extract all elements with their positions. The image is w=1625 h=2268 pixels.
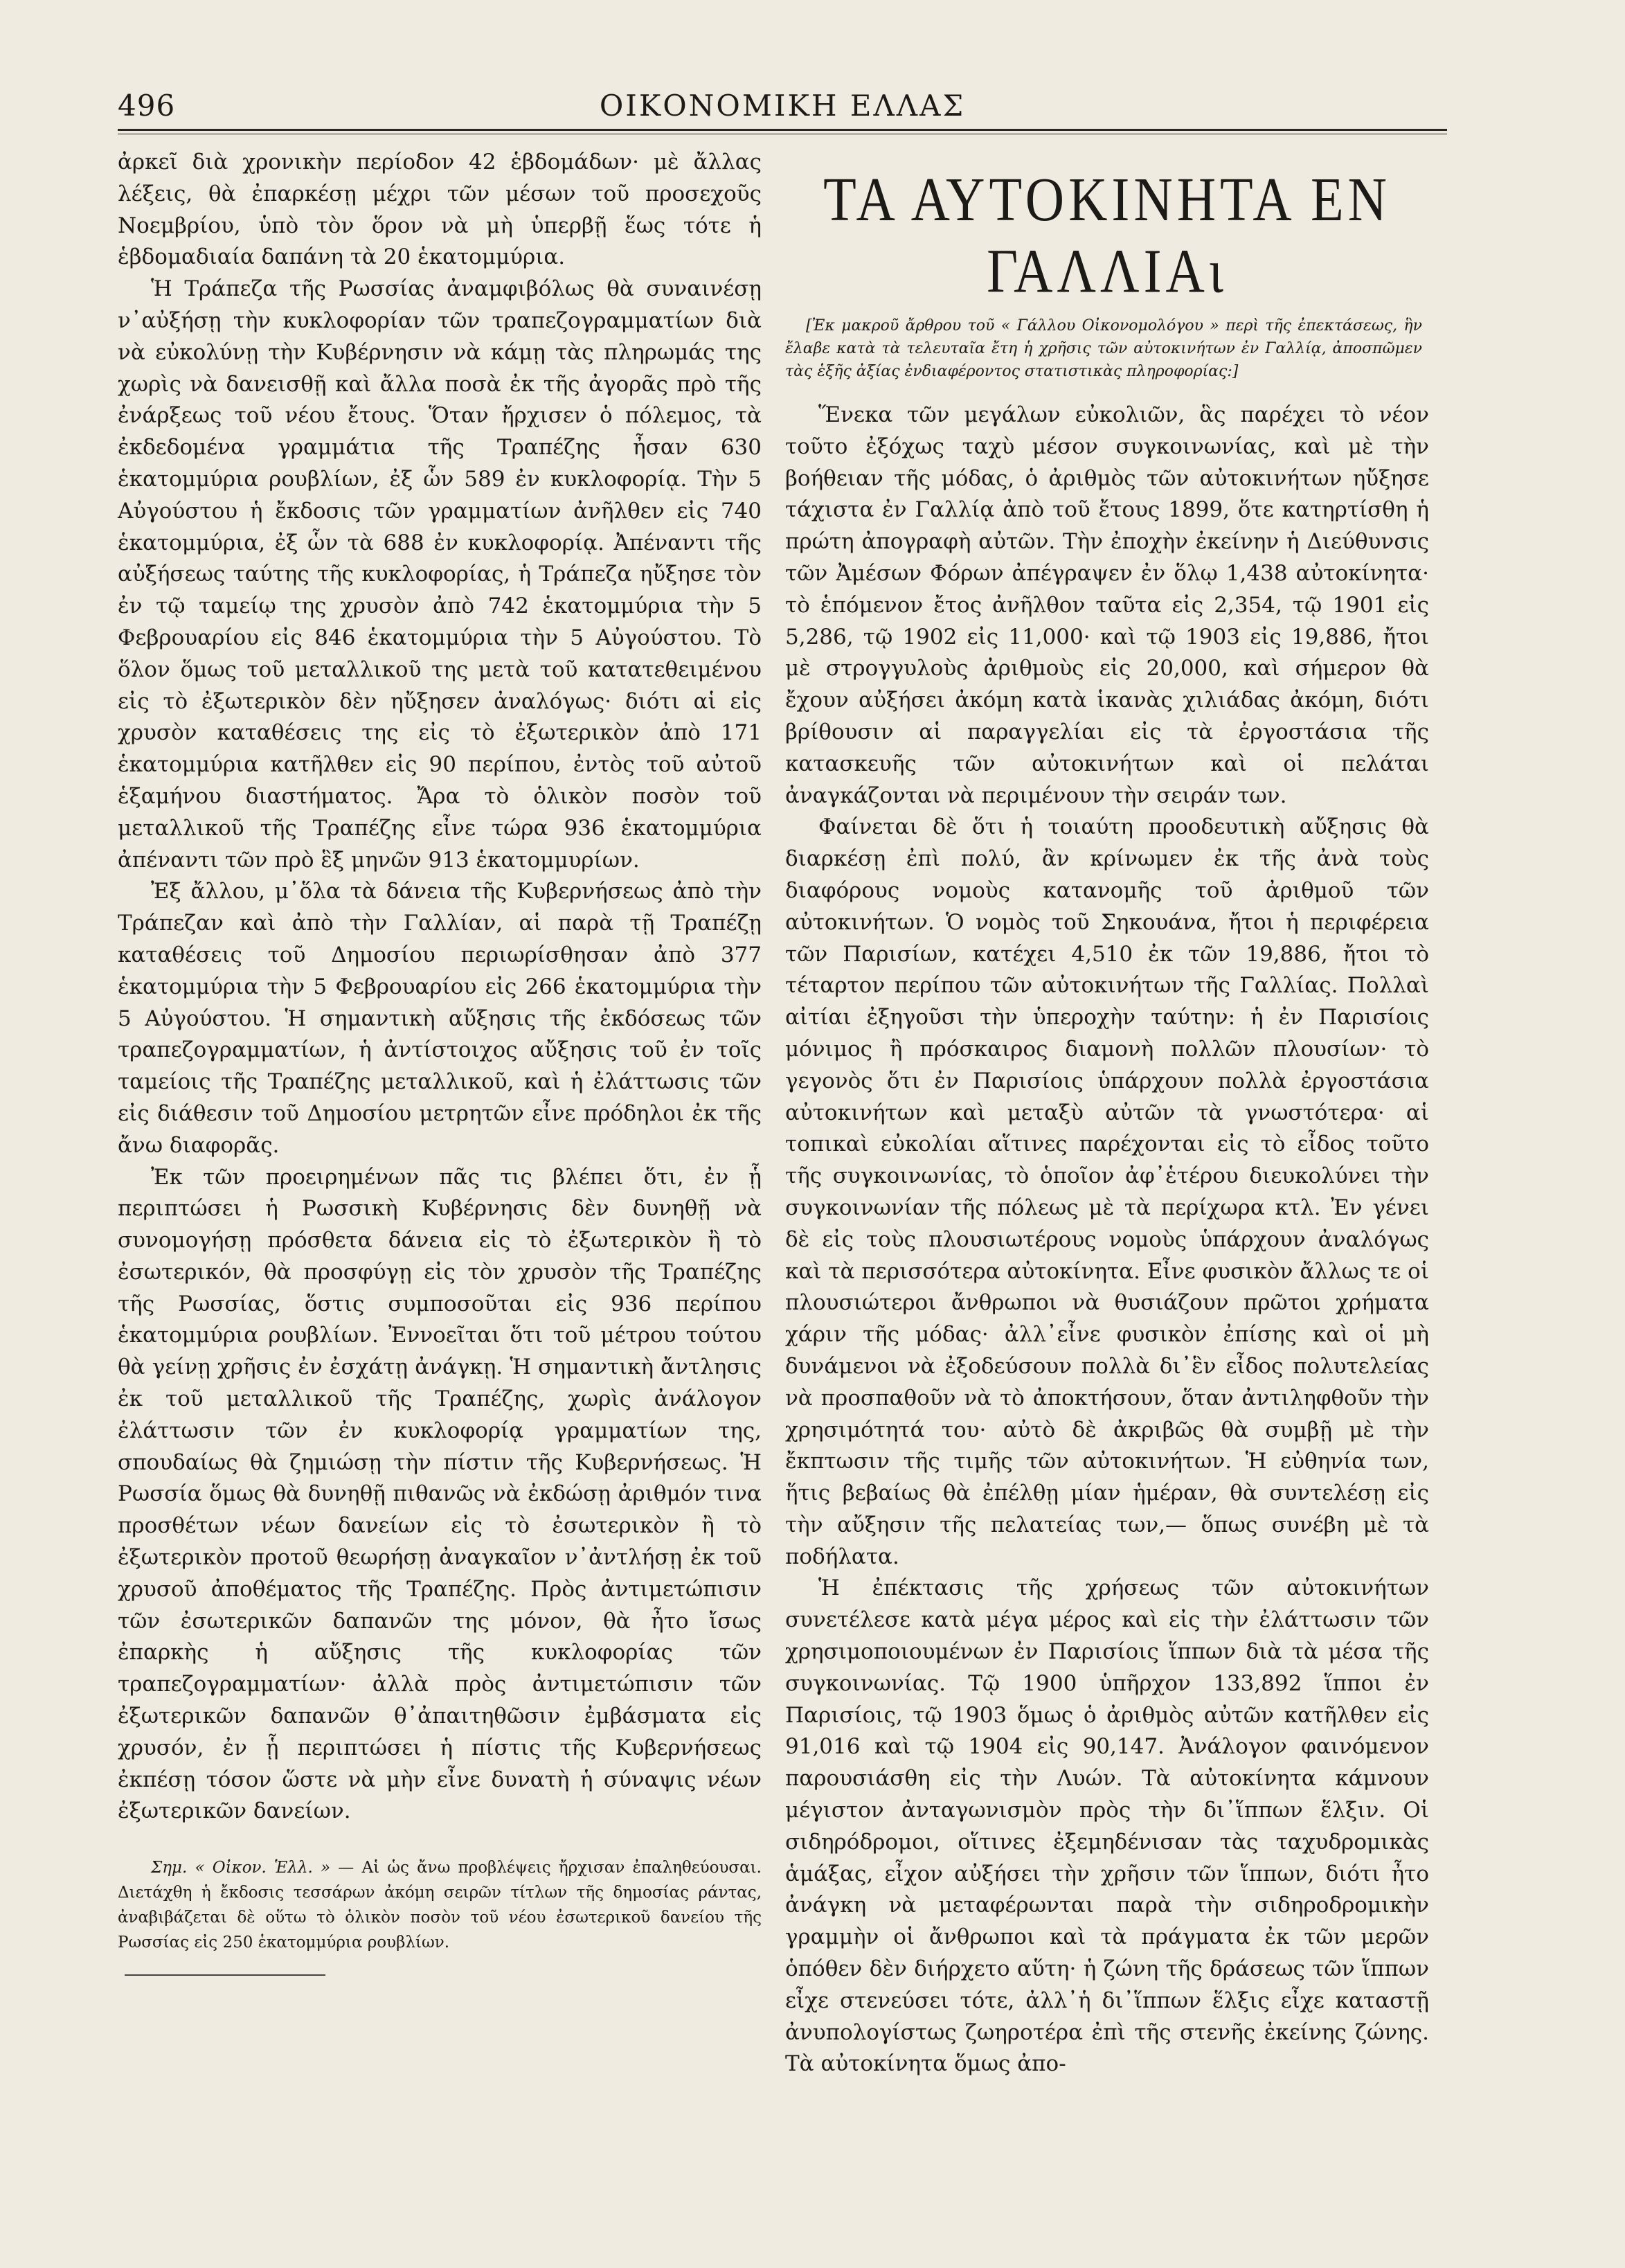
right-paragraph-2: Φαίνεται δὲ ὅτι ἡ τοιαύτη προοδευτικὴ αὔξησις θὰ διαρκέσῃ ἐπὶ πολύ, ἂν κρίνωμεν ἐκ τῆς ἀνὰ τοὺς διαφόρους νομοὺς κατανομῆς τοῦ ἀριθμοῦ τῶν αὐτοκινήτων. Ὁ νομὸς τοῦ Σηκουάνα, ἤτοι ἡ περιφέρεια τῶν Παρισίων, κατέχει 4,510 ἐκ τῶν 19,886, ἤτοι τὸ τέταρτον περίπου τῶν αὐτοκινήτων τῆς Γαλλίας. Πολλαὶ αἰτίαι ἐξηγοῦσι τὴν ὑπεροχὴν ταύτην: ἡ ἐν Παρισίοις μόνιμος ἢ πρόσκαιρος διαμονὴ πολλῶν πλουσίων· τὸ γεγονὸς ὅτι ἐν Παρισίοις ὑπάρχουν πολλὰ ἐργοστάσια αὐτοκινήτων καὶ μεταξὺ αὐτῶν τὰ γνωστότερα· αἱ τοπικαὶ εὐκολίαι αἵτινες παρέχονται εἰς τὸ εἶδος τοῦτο τῆς συγκοινωνίας, τὸ ὁποῖον ἀφ᾿ἑτέρου διευκολύνει τὴν συγκοινωνίαν τῆς πόλεως μὲ τὰ περίχωρα κτλ. Ἐν γένει δὲ εἰς τοὺς πλουσιωτέρους νομοὺς ὑπάρχουν ἀναλόγως καὶ τὰ περισσότερα αὐτοκίνητα. Εἶνε φυσικὸν ἄλλως τε οἱ πλουσιώτεροι ἄνθρωποι νὰ θυσιάζουν πρῶτοι χρήματα χάριν τῆς μόδας· ἀλλ᾿εἶνε φυσικὸν ἐπίσης καὶ οἱ μὴ δυνάμενοι νὰ ἐξοδεύσουν πολλὰ δι᾿ἓν εἶδος πολυτελείας νὰ προσπαθοῦν νὰ τὸ ἀποκτήσουν, ὅταν ἀντιληφθοῦν τὴν χρησιμότητά του· αὐτὸ δὲ ἀκριβῶς θὰ συμβῇ μὲ τὴν ἔκπτωσιν τῆς τιμῆς τῶν αὐτοκινήτων. Ἡ εὐθηνία των, ἥτις βεβαίως θὰ ἐπέλθῃ μίαν ἡμέραν, θὰ συντελέσῃ εἰς τὴν αὔξησιν τῆς πελατείας των,— ὅπως συνέβη μὲ τὰ ποδήλατα. xyxy=(785,814,1429,1569)
left-paragraph-1: ἀρκεῖ διὰ χρονικὴν περίοδον 42 ἑβδομάδων· μὲ ἄλλας λέξεις, θὰ ἐπαρκέσῃ μέχρι τῶν μέσων τοῦ προσεχοῦς Νοεμβρίου, ὑπὸ τὸν ὅρον νὰ μὴ ὑπερβῇ ἕως τότε ἡ ἑβδομαδιαία δαπάνη τὰ 20 ἑκατομμύρια. xyxy=(118,150,762,270)
footnote-divider xyxy=(125,1974,325,1976)
left-paragraph-3: Ἐξ ἄλλου, μ᾿ὅλα τὰ δάνεια τῆς Κυβερνήσεως ἀπὸ τὴν Τράπεζαν καὶ ἀπὸ τὴν Γαλλίαν, αἱ παρὰ τῇ Τραπέζῃ καταθέσεις τοῦ Δημοσίου περιωρίσθησαν ἀπὸ 377 ἑκατομμύρια τὴν 5 Φεβρουαρίου εἰς 266 ἑκατομμύρια τὴν 5 Αὐγούστου. Ἡ σημαντικὴ αὔξησις τῆς ἐκδόσεως τῶν τραπεζογραμματίων, ἡ ἀντίστοιχος αὔξησις τοῦ ἐν τοῖς ταμείοις τῆς Τραπέζης μεταλλικοῦ, καὶ ἡ ἐλάττωσις τῶν εἰς διάθεσιν τοῦ Δημοσίου μετρητῶν εἶνε πρόδηλοι ἐκ τῆς ἄνω διαφορᾶς. xyxy=(118,879,762,1158)
right-paragraph-3: Ἡ ἐπέκτασις τῆς χρήσεως τῶν αὐτοκινήτων συνετέλεσε κατὰ μέγα μέρος καὶ εἰς τὴν ἐλάττωσιν τῶν χρησιμοποιουμένων ἐν Παρισίοις ἵππων διὰ τὰ μέσα τῆς συγκοινωνίας. Τῷ 1900 ὑπῆρχον 133,892 ἵπποι ἐν Παρισίοις, τῷ 1903 ὅμως ὁ ἀριθμὸς αὐτῶν κατῆλθεν εἰς 91,016 καὶ τῷ 1904 εἰς 90,147. Ἀνάλογον φαινόμενον παρουσιάσθη εἰς τὴν Λυών. Τὰ αὐτοκίνητα κάμνουν μέγιστον ἀνταγωνισμὸν πρὸς τὴν δι᾿ἵππων ἕλξιν. Οἱ σιδηρόδρομοι, οἵτινες ἐξεμηδένισαν τὰς ταχυδρομικὰς ἁμάξας, εἶχον αὐξήσει τὴν χρῆσιν τῶν ἵππων, διότι ἦτο ἀνάγκη νὰ μεταφέρωνται παρὰ τὴν σιδηροδρομικὴν γραμμὴν οἱ ἄνθρωποι καὶ τὰ πράγματα ἐκ τῶν μερῶν ὁπόθεν δὲν διήρχετο αὕτη· ἡ ζώνη τῆς δράσεως τῶν ἵππων εἶχε στενεύσει τότε, ἀλλ᾿ἡ δι᾿ἵππων ἕλξις εἶχε καταστῇ ἀνυπολογίστως ζωηροτέρα ἐπὶ τῆς στενῆς ἐκείνης ζώνης. Τὰ αὐτοκίνητα ὅμως ἀπο- xyxy=(785,1575,1429,2077)
editor-note xyxy=(118,1855,762,1955)
header-rule-thick xyxy=(118,129,1447,131)
journal-title: ΟΙΚΟΝΟΜΙΚΗ ΕΛΛΑΣ xyxy=(599,89,966,123)
page-header xyxy=(118,89,1447,130)
right-paragraph-1: Ἕνεκα τῶν μεγάλων εὐκολιῶν, ἃς παρέχει τὸ νέον τοῦτο ἐξόχως ταχὺ μέσον συγκοινωνίας, καὶ μὲ τὴν βοήθειαν τῆς μόδας, ὁ ἀριθμὸς τῶν αὐτοκινήτων ηὔξησε τάχιστα ἐν Γαλλίᾳ ἀπὸ τοῦ ἔτους 1899, ὅτε κατηρτίσθη ἡ πρώτη ἀπογραφὴ αὐτῶν. Τὴν ἐποχὴν ἐκείνην ἡ Διεύθυνσις τῶν Ἀμέσων Φόρων ἀπέγραψεν ἐν ὅλῳ 1,438 αὐτοκίνητα· τὸ ἑπόμενον ἔτος ἀνῆλθον ταῦτα εἰς 2,354, τῷ 1901 εἰς 5,286, τῷ 1902 εἰς 11,000· καὶ τῷ 1903 εἰς 19,886, ἤτοι μὲ στρογγυλοὺς ἀριθμοὺς εἰς 20,000, καὶ σήμερον θὰ ἔχουν αὐξήσει ἀκόμη κατὰ ἱκανὰς χιλιάδας ἀκόμη, διότι βρίθουσιν αἱ παραγγελίαι εἰς τὰ ἐργοστάσια τῆς κατασκευῆς τῶν αὐτοκινήτων καὶ οἱ πελάται ἀναγκάζονται νὰ περιμένουν τὴν σειράν των. xyxy=(785,402,1429,808)
editor-note-label: Σημ. « Οἰκον. Ἑλλ. » — xyxy=(151,1859,354,1877)
left-column xyxy=(118,147,762,1976)
left-paragraph-4: Ἐκ τῶν προειρημένων πᾶς τις βλέπει ὅτι, ἐν ᾗ περιπτώσει ἡ Ρωσσικὴ Κυβέρνησις δὲν δυνηθῇ νὰ συνομογήσῃ πρόσθετα δάνεια εἰς τὸ ἐξωτερικὸν ἢ τὸ ἐσωτερικόν, θὰ προσφύγῃ εἰς τὸν χρυσὸν τῆς Τραπέζης τῆς Ρωσσίας, ὅστις συμποσοῦται εἰς 936 περίπου ἑκατομμύρια ρουβλίων. Ἐννοεῖται ὅτι τοῦ μέτρου τούτου θὰ γείνῃ χρῆσις ἐν ἐσχάτῃ ἀνάγκῃ. Ἡ σημαντικὴ ἄντλησις ἐκ τοῦ μεταλλικοῦ τῆς Τραπέζης, χωρὶς ἀνάλογον ἐλάττωσιν τῶν ἐν κυκλοφορίᾳ γραμματίων της, σπουδαίως θὰ ζημιώσῃ τὴν πίστιν τῆς Κυβερνήσεως. Ἡ Ρωσσία ὅμως θὰ δυνηθῇ πιθανῶς νὰ ἐκδώσῃ ἀριθμόν τινα προσθέτων νέων δανείων εἰς τὸ ἐσωτερικὸν ἢ τὸ ἐξωτερικὸν προτοῦ θεωρήσῃ ἀναγκαῖον ν᾿ἀντλήσῃ ἐκ τοῦ χρυσοῦ ἀποθέματος τῆς Τραπέζης. Πρὸς ἀντιμετώπισιν τῶν ἐσωτερικῶν δαπανῶν της μόνον, θὰ ἦτο ἴσως ἐπαρκὴς ἡ αὔξησις τῆς κυκλοφορίας τῶν τραπεζογραμματίων· ἀλλὰ πρὸς ἀντιμετώπισιν τῶν ἐξωτερικῶν δαπανῶν θ᾿ἀπαιτηθῶσιν ἐμβάσματα εἰς χρυσόν, ἐν ᾗ περιπτώσει ἡ πίστις τῆς Κυβερνήσεως ἐκπέσῃ τόσον ὥστε νὰ μὴν εἶνε δυνατὴ ἡ σύναψις νέων ἐξωτερικῶν δανείων. xyxy=(118,1164,762,1824)
editor-note-text: Αἱ ὡς ἄνω προβλέψεις ἤρχισαν ἐπαληθεύουσαι. Διετάχθη ἡ ἔκδοσις τεσσάρων ἀκόμη σειρῶν τίτλων τῆς δημοσίας ράντας, ἀναβιβάζεται δὲ οὕτω τὸ ὁλικὸν ποσὸν τοῦ νέου ἐσωτερικοῦ δανείου τῆς Ρωσσίας εἰς 250 ἑκατομμύρια ρουβλίων. xyxy=(118,1859,762,1952)
article-source-note: [Ἐκ μακροῦ ἄρθρου τοῦ « Γάλλου Οἰκονομολόγου » περὶ τῆς ἐπεκτάσεως, ἣν ἔλαβε κατὰ τὰ τελευταῖα ἔτη ἡ χρῆσις τῶν αὐτοκινήτων ἐν Γαλλίᾳ, ἀποσπῶμεν τὰς ἑξῆς ἀξίας ἐνδιαφέροντος στατιστικὰς πληροφορίας:] xyxy=(785,317,1422,380)
page-number: 496 xyxy=(118,89,176,123)
left-paragraph-2: Ἡ Τράπεζα τῆς Ρωσσίας ἀναμφιβόλως θὰ συναινέσῃ ν᾿αὐξήσῃ τὴν κυκλοφορίαν τῶν τραπεζογραμματίων διὰ νὰ εὐκολύνῃ τὴν Κυβέρνησιν νὰ κάμῃ τὰς πληρωμάς της χωρὶς νὰ δανεισθῇ καὶ ἄλλα ποσὰ ἐκ τῆς ἀγορᾶς πρὸ τῆς ἐνάρξεως τοῦ νέου ἔτους. Ὅταν ἤρχισεν ὁ πόλεμος, τὰ ἐκδεδομένα γραμμάτια τῆς Τραπέζης ἦσαν 630 ἑκατομμύρια ρουβλίων, ἐξ ὧν 589 ἐν κυκλοφορίᾳ. Τὴν 5 Αὐγούστου ἡ ἔκδοσις τῶν γραμματίων ἀνῆλθεν εἰς 740 ἑκατομμύρια, ἐξ ὧν τὰ 688 ἐν κυκλοφορίᾳ. Ἀπέναντι τῆς αὐξήσεως ταύτης τῆς κυκλοφορίας, ἡ Τράπεζα ηὔξησε τὸν ἐν τῷ ταμείῳ της χρυσὸν ἀπὸ 742 ἑκατομμύρια τὴν 5 Φεβρουαρίου εἰς 846 ἑκατομμύρια τὴν 5 Αὐγούστου. Τὸ ὅλον ὅμως τοῦ μεταλλικοῦ της μετὰ τοῦ κατατεθειμένου εἰς τὸ ἐξωτερικὸν δὲν ηὔξησεν ἀναλόγως· διότι αἱ εἰς χρυσὸν καταθέσεις της εἰς τὸ ἐξωτερικὸν ἀπὸ 171 ἑκατομμύρια κατῆλθεν εἰς 90 περίπου, ἐντὸς τοῦ αὐτοῦ ἑξαμήνου διαστήματος. Ἄρα τὸ ὁλικὸν ποσὸν τοῦ μεταλλικοῦ τῆς Τραπέζης εἶνε τώρα 936 ἑκατομμύρια ἀπέναντι τῶν πρὸ ἓξ μηνῶν 913 ἑκατομμυρίων. xyxy=(118,276,762,873)
article-title: ΤΑ ΑΥΤΟΚΙΝΗΤΑ ΕΝ ΓΑΛΛΙΑι xyxy=(823,164,1391,306)
right-column xyxy=(785,147,1429,2080)
